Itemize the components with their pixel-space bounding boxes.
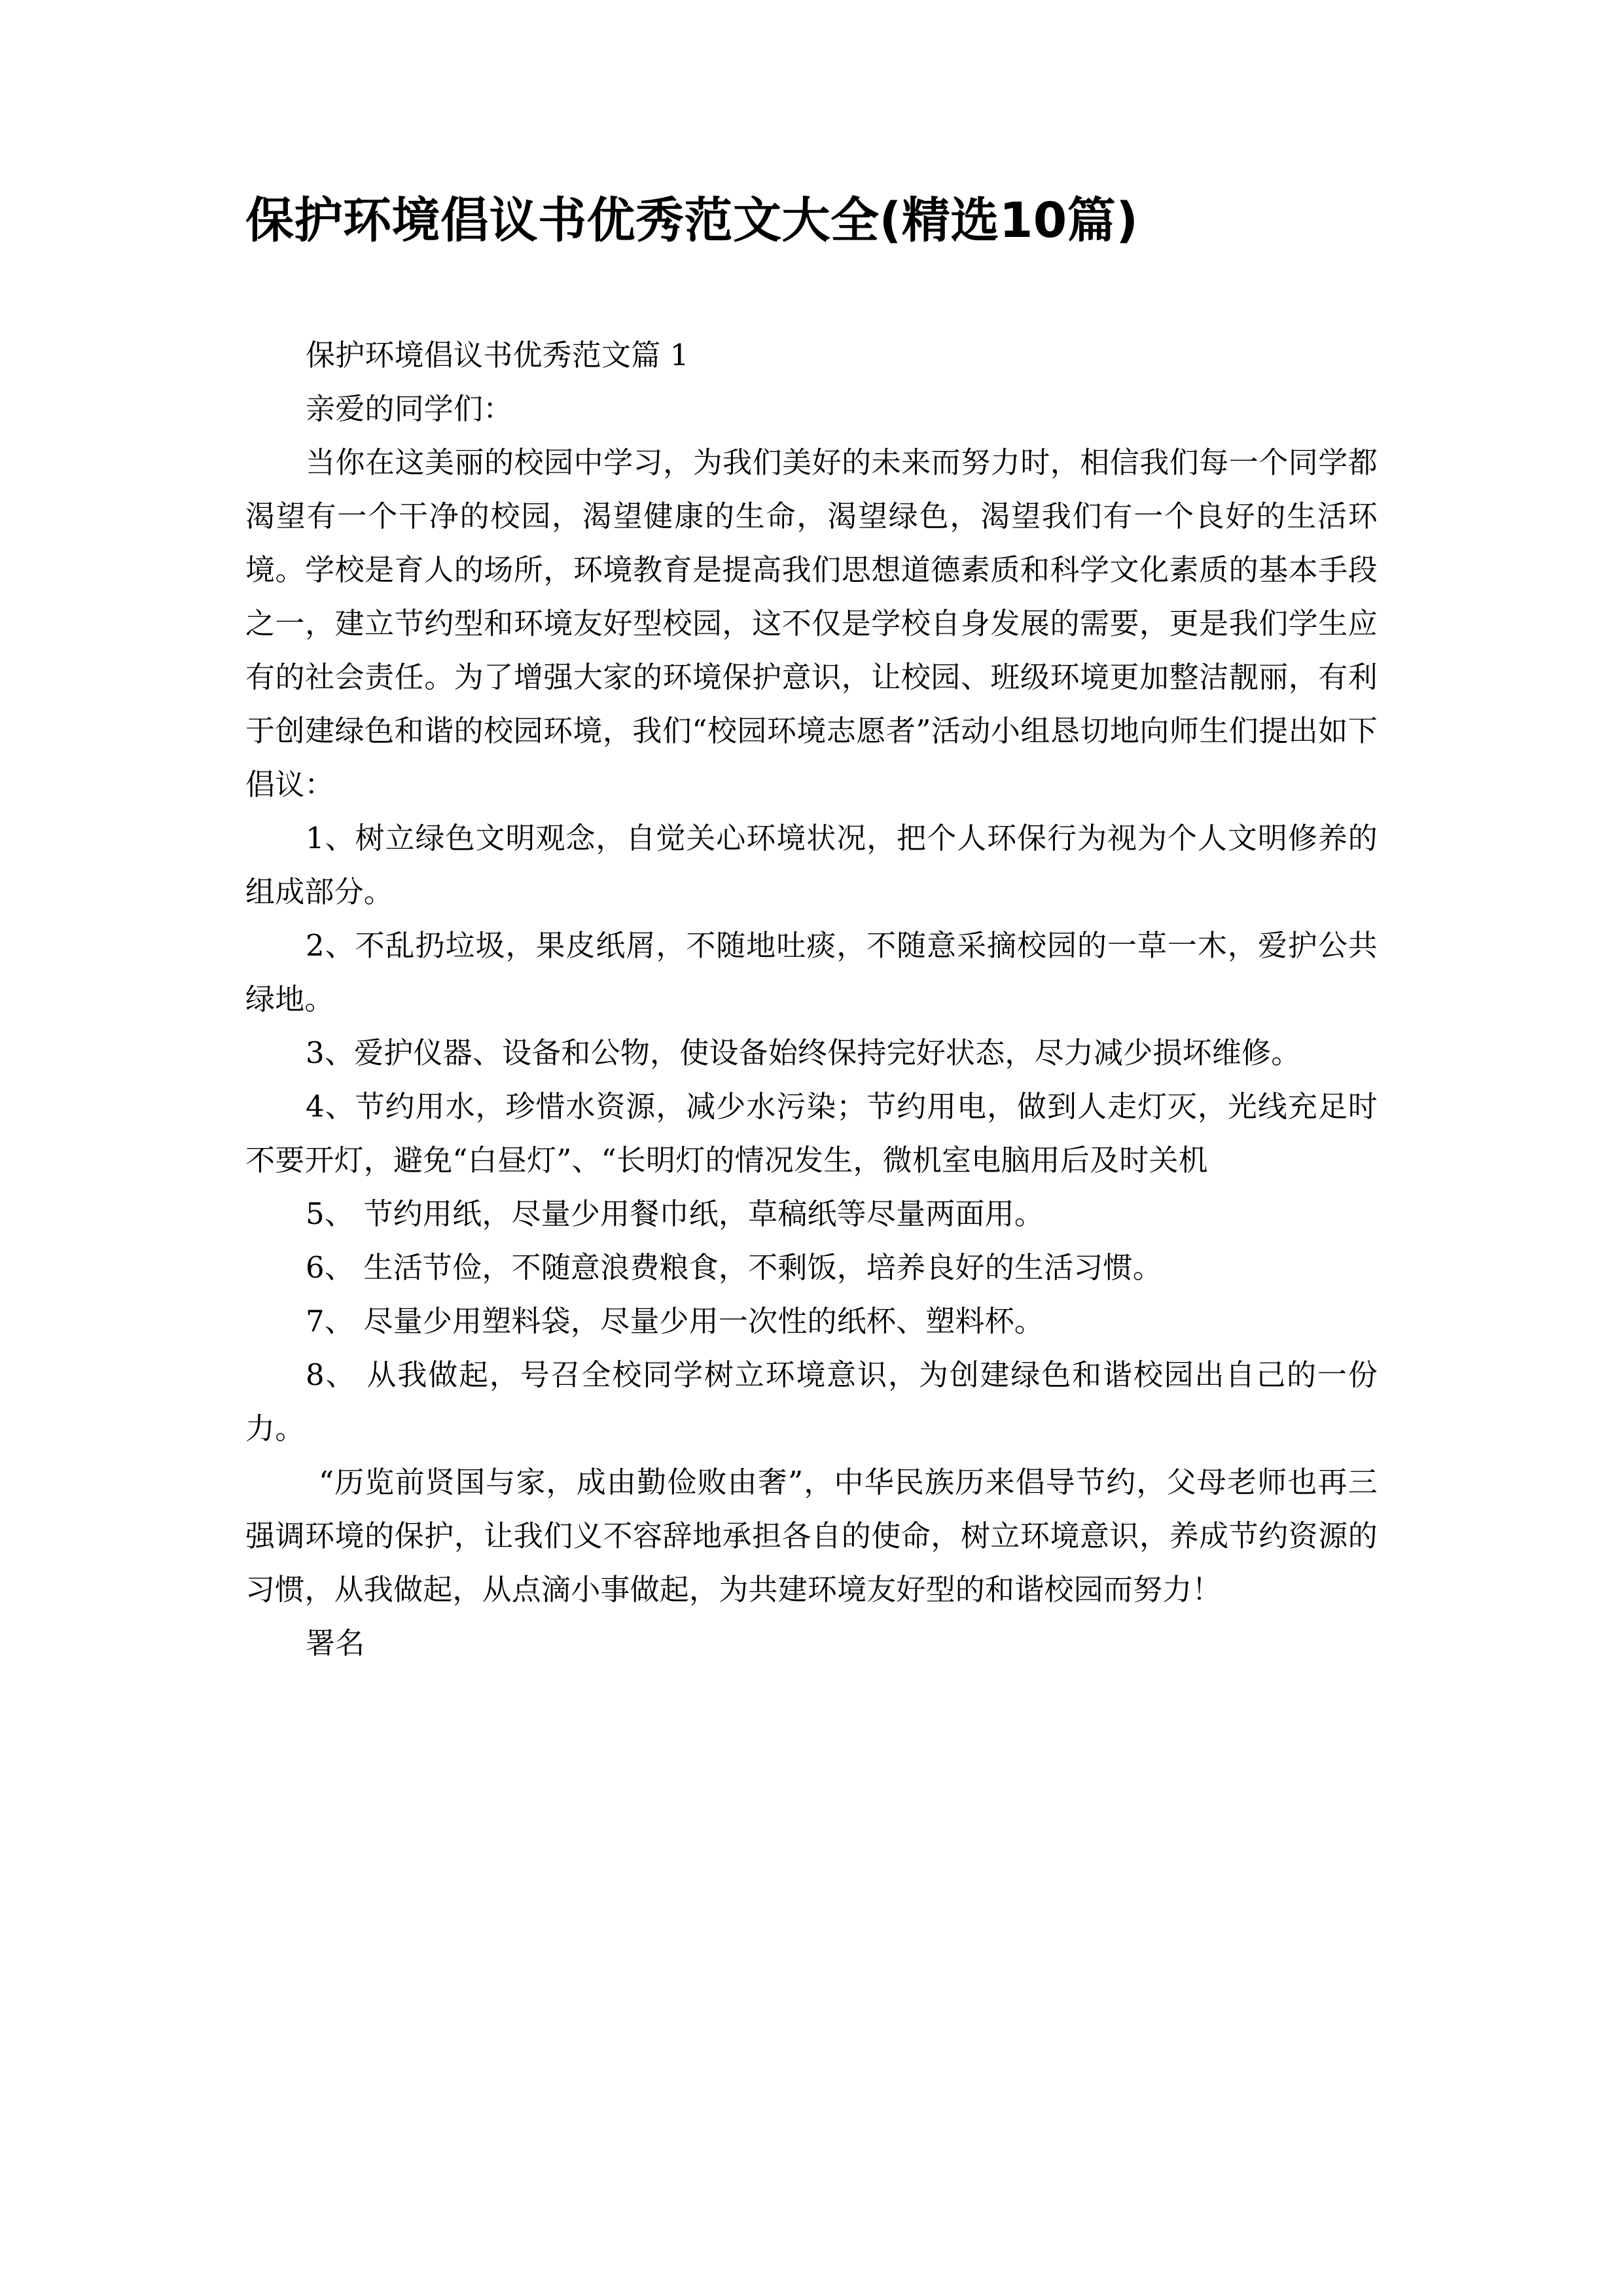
salutation: 亲爱的同学们： [306, 391, 513, 426]
document-content [245, 0, 1378, 1670]
closing-paragraph: “历览前贤国与家，成由勤俭败由奢”，中华民族历来倡导节约，父母老师也再三强调环境的保护，让我们义不容辞地承担各自的使命，树立环境意识，养成节约资源的习惯，从我做起，从点滴小事做起，为共建环境友好型的和谐校园而努力！ [245, 1465, 1378, 1607]
intro-paragraph: 当你在这美丽的校园中学习，为我们美好的未来而努力时，相信我们每一个同学都渴望有一个干净的校园，渴望健康的生命，渴望绿色，渴望我们有一个良好的生活环境。学校是育人的场所，环境教育是提高我们思想道德素质和科学文化素质的基本手段之一，建立节约型和环境友好型校园，这不仅是学校自身发展的需要，更是我们学生应有的社会责任。为了增强大家的环境保护意识，让校园、班级环境更加整洁靓丽，有利于创建绿色和谐的校园环境，我们“校园环境志愿者”活动小组恳切地向师生们提出如下倡议： [245, 445, 1378, 802]
proposal-item-1: 1、树立绿色文明观念，自觉关心环境状况，把个人环保行为视为个人文明修养的组成部分。 [245, 821, 1378, 909]
proposal-item-8: 8、 从我做起，号召全校同学树立环境意识，为创建绿色和谐校园出自己的一份力。 [245, 1357, 1378, 1446]
section-heading: 保护环境倡议书优秀范文篇 1 [306, 338, 689, 372]
proposal-item-5: 5、 节约用纸，尽量少用餐巾纸，草稿纸等尽量两面用。 [306, 1196, 1044, 1231]
document-body [245, 329, 1378, 1670]
proposal-item-3: 3、爱护仪器、设备和公物，使设备始终保持完好状态，尽力减少损坏维修。 [306, 1035, 1301, 1070]
page-title: 保护环境倡议书优秀范文大全(精选10篇) [245, 192, 1139, 249]
signature-label: 署名 [306, 1626, 365, 1660]
proposal-item-4: 4、节约用水，珍惜水资源，减少水污染；节约用电，做到人走灯灭，光线充足时不要开灯，避免“白昼灯”、“长明灯的情况发生，微机室电脑用后及时关机 [245, 1089, 1378, 1177]
proposal-item-6: 6、 生活节俭，不随意浪费粮食，不剩饭，培养良好的生活习惯。 [306, 1250, 1162, 1285]
proposal-item-7: 7、 尽量少用塑料袋，尽量少用一次性的纸杯、塑料杯。 [306, 1304, 1044, 1338]
proposal-item-2: 2、不乱扔垃圾，果皮纸屑，不随地吐痰，不随意采摘校园的一草一木，爱护公共绿地。 [245, 928, 1378, 1016]
